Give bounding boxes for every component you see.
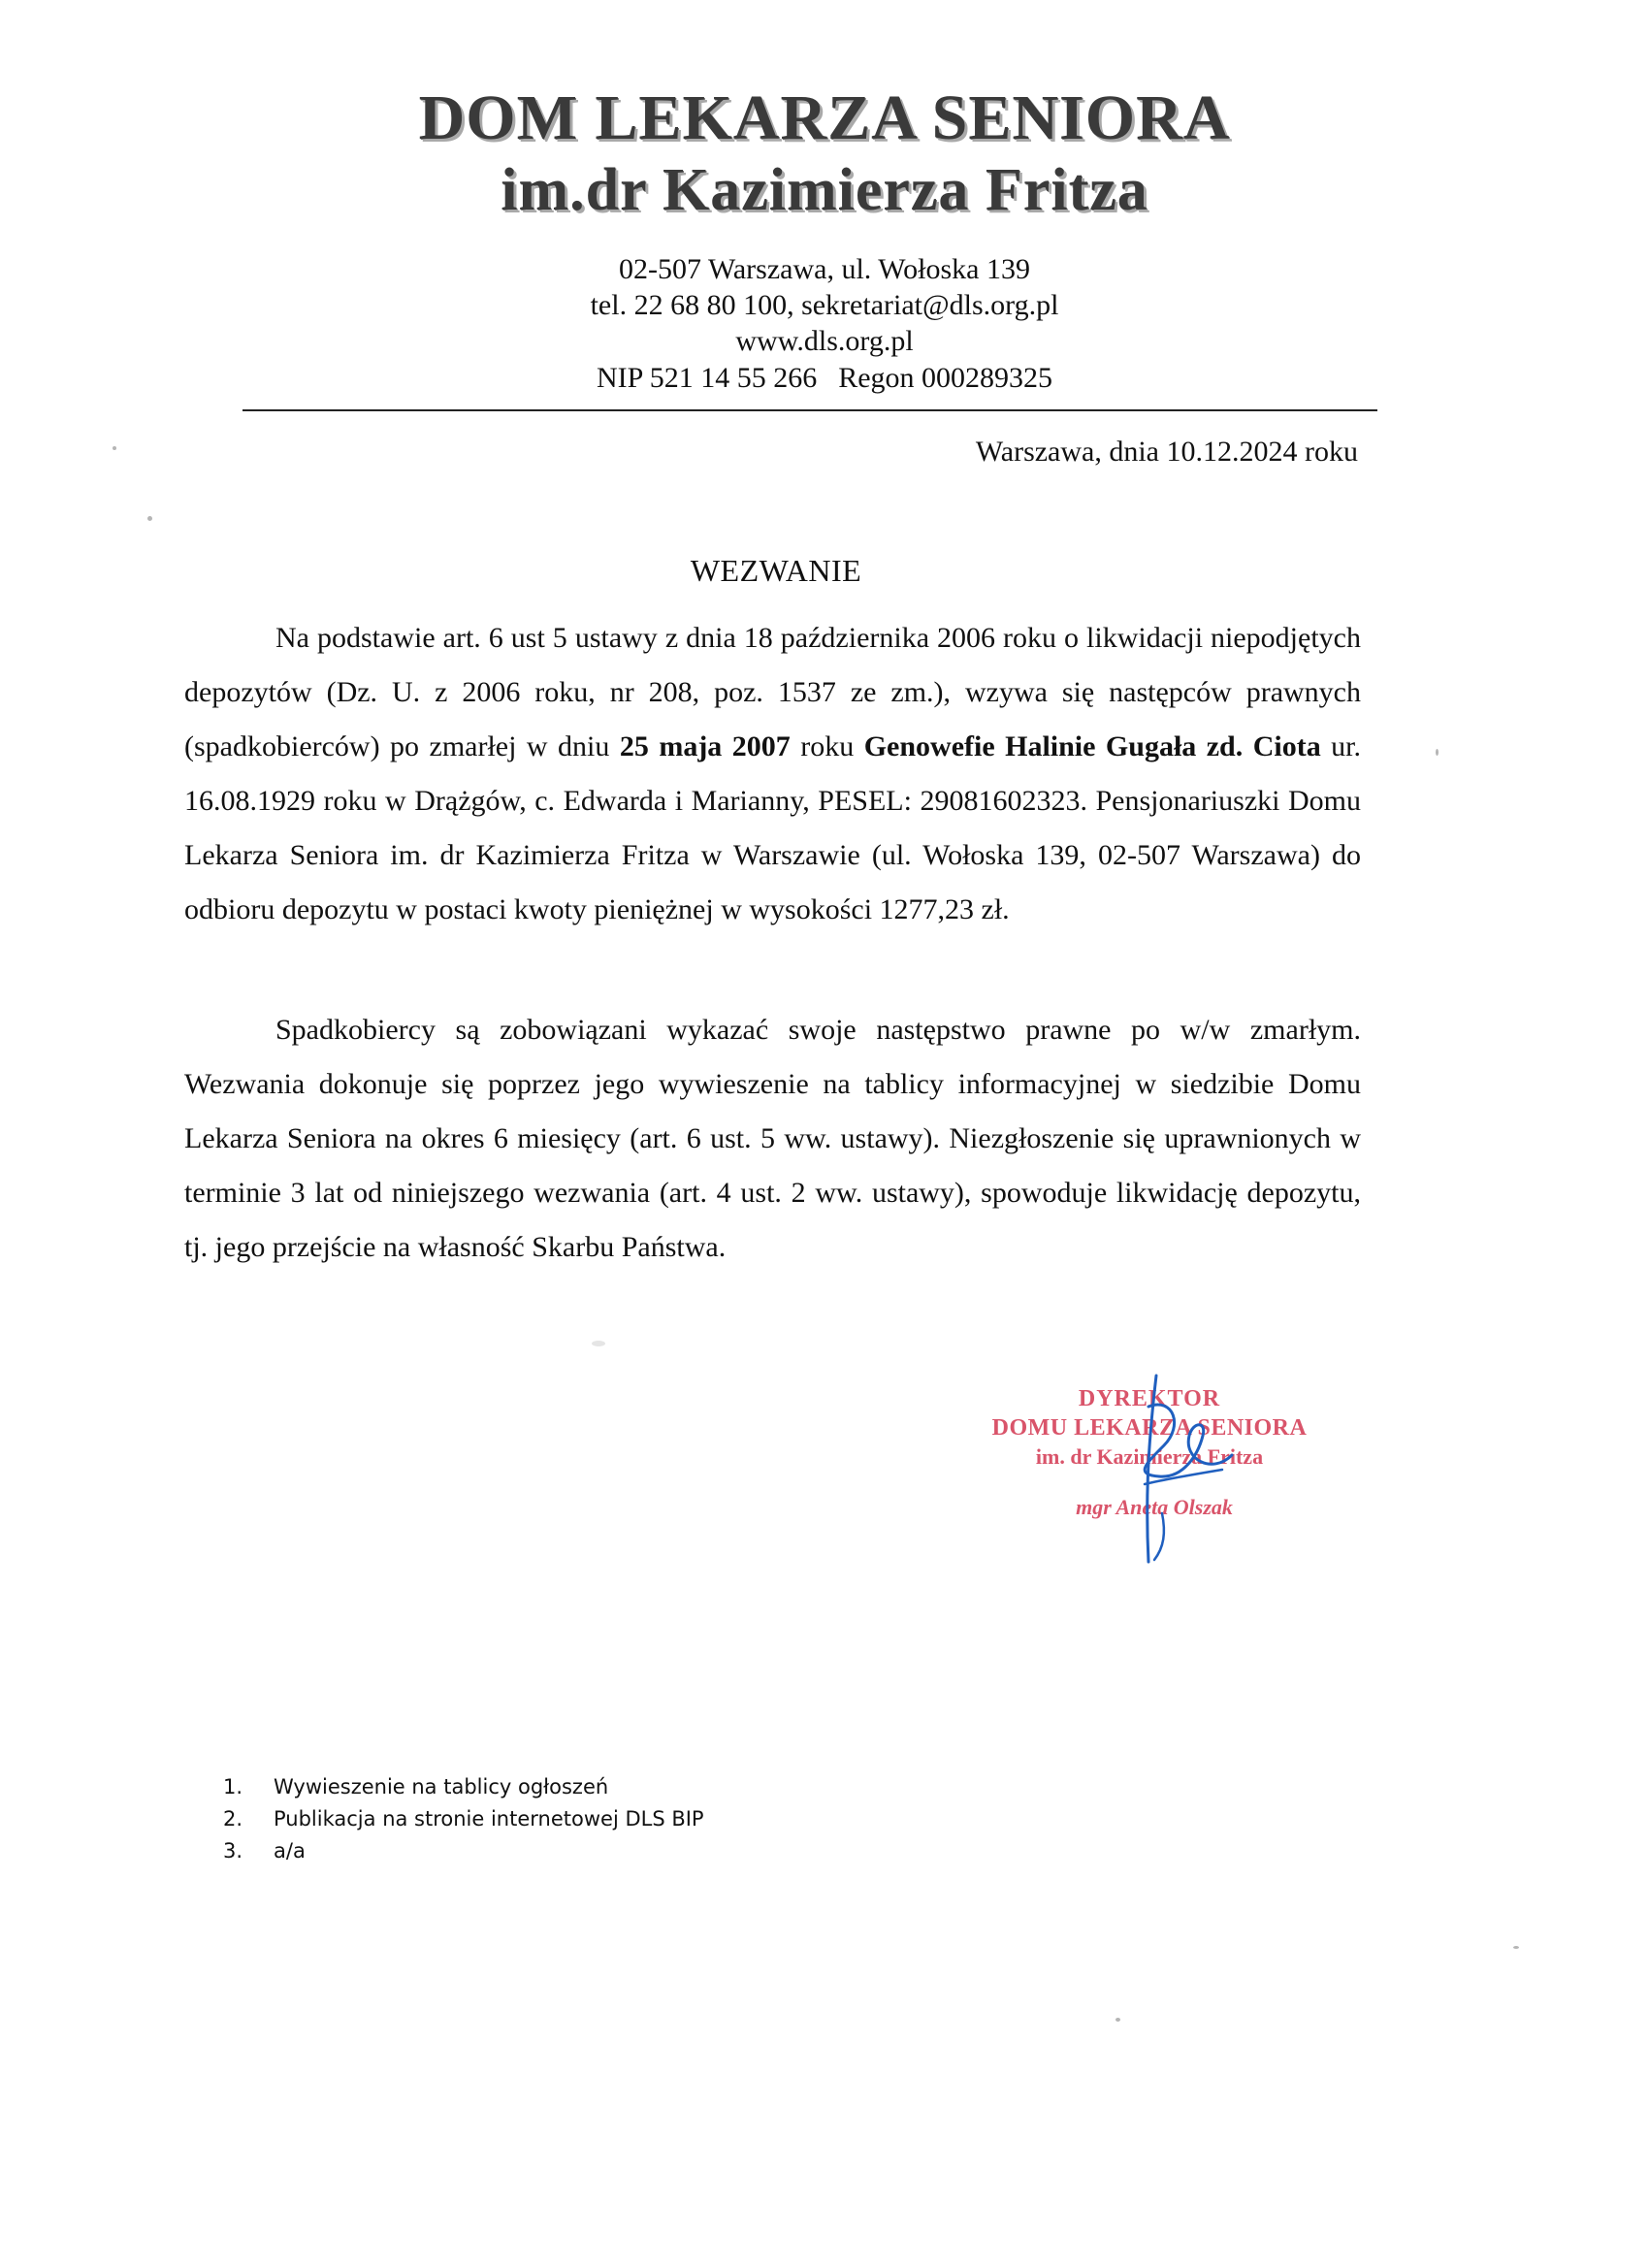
paragraph-summons [184, 611, 1361, 937]
stamp-line-patron: im. dr Kazimierza Fritza [1035, 1444, 1264, 1469]
letterhead-regon: Regon 000289325 [838, 362, 1053, 394]
list-item-number: 2. [223, 1807, 243, 1831]
distribution-list [223, 1771, 704, 1867]
letterhead-nip: NIP 521 14 55 266 [596, 362, 818, 394]
scan-speck [592, 1341, 605, 1346]
letterhead-website: www.dls.org.pl [735, 325, 914, 357]
letterhead-patron: im.dr Kazimierza Fritza [501, 157, 1148, 223]
letterhead-address: 02-507 Warszawa, ul. Wołoska 139 [619, 253, 1030, 285]
document-heading: WEZWANIE [690, 553, 862, 588]
paragraph-summons-part2: roku [790, 730, 864, 762]
list-item [223, 1835, 704, 1867]
handwritten-signature [1106, 1368, 1261, 1571]
list-item-number: 3. [223, 1839, 243, 1863]
letterhead-divider [242, 409, 1377, 411]
paragraph-obligations [184, 1003, 1361, 1275]
paragraph-summons-part3: ur. 16.08.1929 roku w Drążgów, c. Edwarda i Marianny, PESEL: 29081602323. Pensjonariuszki Domu Lekarza Seniora im. dr Kazimierza Fritza w Warszawie (ul. Wołoska 139, 02-507 Warszawa) do odbioru depozytu w postaci kwoty pieniężnej w wysokości 1277,23 zł. [184, 730, 1362, 925]
letterhead-name: DOM LEKARZA SENIORA [418, 82, 1231, 153]
scan-speck [1436, 749, 1439, 756]
list-item-text: a/a [274, 1839, 306, 1863]
stamp-line-institution: DOMU LEKARZA SENIORA [991, 1415, 1308, 1441]
list-item [223, 1771, 704, 1803]
paragraph-summons-part1: Na podstawie art. 6 ust 5 ustawy z dnia 18 października 2006 roku o likwidacji niepodjętych depozytów (Dz. U. z 2006 roku, nr 208, poz. 1537 ze zm.), wzywa się następców prawnych (spadkobierców) po zmarłej w dniu [184, 622, 1361, 762]
list-item-text: Wywieszenie na tablicy ogłoszeń [274, 1775, 609, 1798]
deceased-name: Genowefie Halinie Gugała zd. Ciota [863, 730, 1321, 762]
scan-speck [147, 516, 152, 521]
stamp-line-director: mgr Aneta Olszak [1076, 1495, 1233, 1519]
letterhead-contact: tel. 22 68 80 100, sekretariat@dls.org.pl [590, 289, 1059, 321]
dateline: Warszawa, dnia 10.12.2024 roku [975, 436, 1358, 468]
list-item-number: 1. [223, 1775, 243, 1798]
paragraph-obligations-text: Spadkobiercy są zobowiązani wykazać swoje następstwo prawne po w/w zmarłym. Wezwania dokonuje się poprzez jego wywieszenie na tablicy informacyjnej w siedzibie Domu Lekarza Seniora na okres 6 miesięcy (art. 6 ust. 5 ww. ustawy). Niezgłoszenie się uprawnionych w terminie 3 lat od niniejszego wezwania (art. 4 ust. 2 ww. ustawy), spowoduje likwidację depozytu, tj. jego przejście na własność Skarbu Państwa. [184, 1014, 1361, 1263]
scan-speck [113, 446, 116, 450]
date-of-death: 25 maja 2007 [619, 730, 791, 762]
list-item-text: Publikacja na stronie internetowej DLS BIP [274, 1807, 704, 1831]
letterhead-registry [0, 361, 1649, 396]
scan-speck [1513, 1946, 1519, 1949]
scan-speck [1116, 2018, 1120, 2022]
stamp-line-title: DYREKTOR [1078, 1386, 1221, 1411]
list-item [223, 1803, 704, 1835]
